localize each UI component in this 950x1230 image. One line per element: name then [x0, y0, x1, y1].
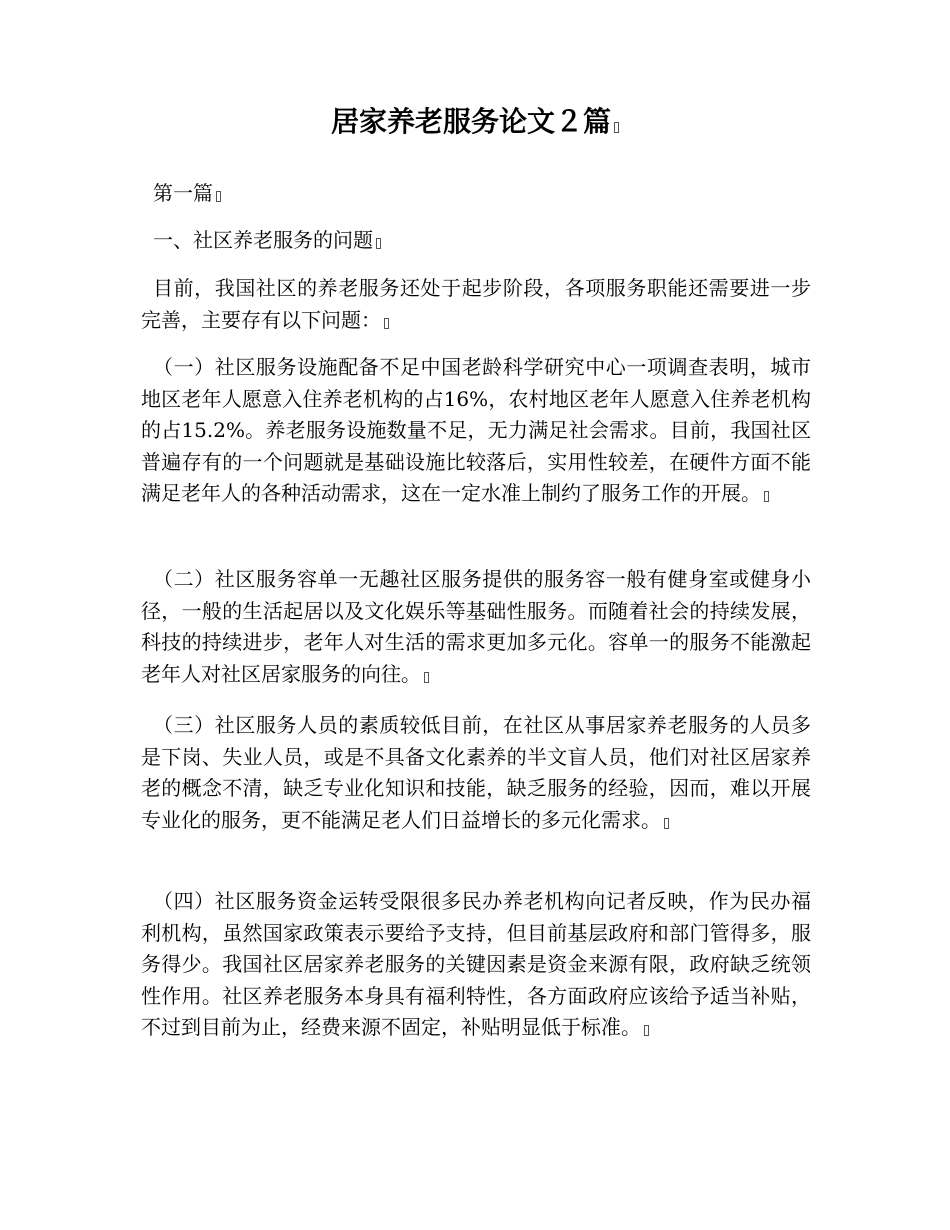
paragraph [141, 273, 811, 336]
paragraph [141, 564, 811, 690]
paragraph [141, 710, 811, 836]
paragraph [141, 352, 811, 510]
paragraph-mark-icon [764, 491, 769, 502]
paragraph-mark-icon [644, 1025, 649, 1036]
paragraph [141, 886, 811, 1044]
paragraph-text: （二）社区服务容单一无趣社区服务提供的服务容一般有健身室或健身小径，一般的生活起居以及文化娱乐等基础性服务。而随着社会的持续发展，科技的持续进步，老年人对生活的需求更加多元化。容单一的服务不能激起老年人对社区居家服务的向往。 [141, 567, 811, 686]
paragraph-mark-icon [424, 672, 429, 683]
paragraph-mark-icon [376, 238, 381, 249]
paragraph-mark-icon [384, 318, 389, 329]
document-title-text: 居家养老服务论文２篇 [330, 105, 611, 138]
section-heading-text: 第一篇 [153, 181, 213, 205]
paragraph-mark-icon [614, 122, 619, 133]
paragraph-mark-icon [216, 191, 221, 202]
paragraph-text: （三）社区服务人员的素质较低目前，在社区从事居家养老服务的人员多是下岗、失业人员，或是不具备文化素养的半文盲人员，他们对社区居家养老的概念不清，缺乏专业化知识和技能，缺乏服务的经验，因而，难以开展专业化的服务，更不能满足老人们日益增长的多元化需求。 [141, 713, 811, 832]
paragraph-mark-icon [664, 818, 669, 829]
paragraph-text: 目前，我国社区的养老服务还处于起步阶段，各项服务职能还需要进一步完善，主要存有以下问题： [141, 276, 811, 332]
document-title [0, 102, 950, 142]
subheading [141, 225, 811, 257]
paragraph-text: （一）社区服务设施配备不足中国老龄科学研究中心一项调查表明，城市地区老年人愿意入住养老机构的占16%，农村地区老年人愿意入住养老机构的占15.2%。养老服务设施数量不足，无力满足社会需求。目前，我国社区普遍存有的一个问题就是基础设施比较落后，实用性较差，在硬件方面不能满足老年人的各种活动需求，这在一定水准上制约了服务工作的开展。 [141, 355, 811, 505]
section-heading [141, 178, 811, 210]
subheading-text: 一、社区养老服务的问题 [153, 228, 373, 252]
paragraph-text: （四）社区服务资金运转受限很多民办养老机构向记者反映，作为民办福利机构，虽然国家政策表示要给予支持，但目前基层政府和部门管得多，服务得少。我国社区居家养老服务的关键因素是资金来源有限，政府缺乏统领性作用。社区养老服务本身具有福利特性，各方面政府应该给予适当补贴，不过到目前为止，经费来源不固定，补贴明显低于标准。 [141, 889, 811, 1039]
